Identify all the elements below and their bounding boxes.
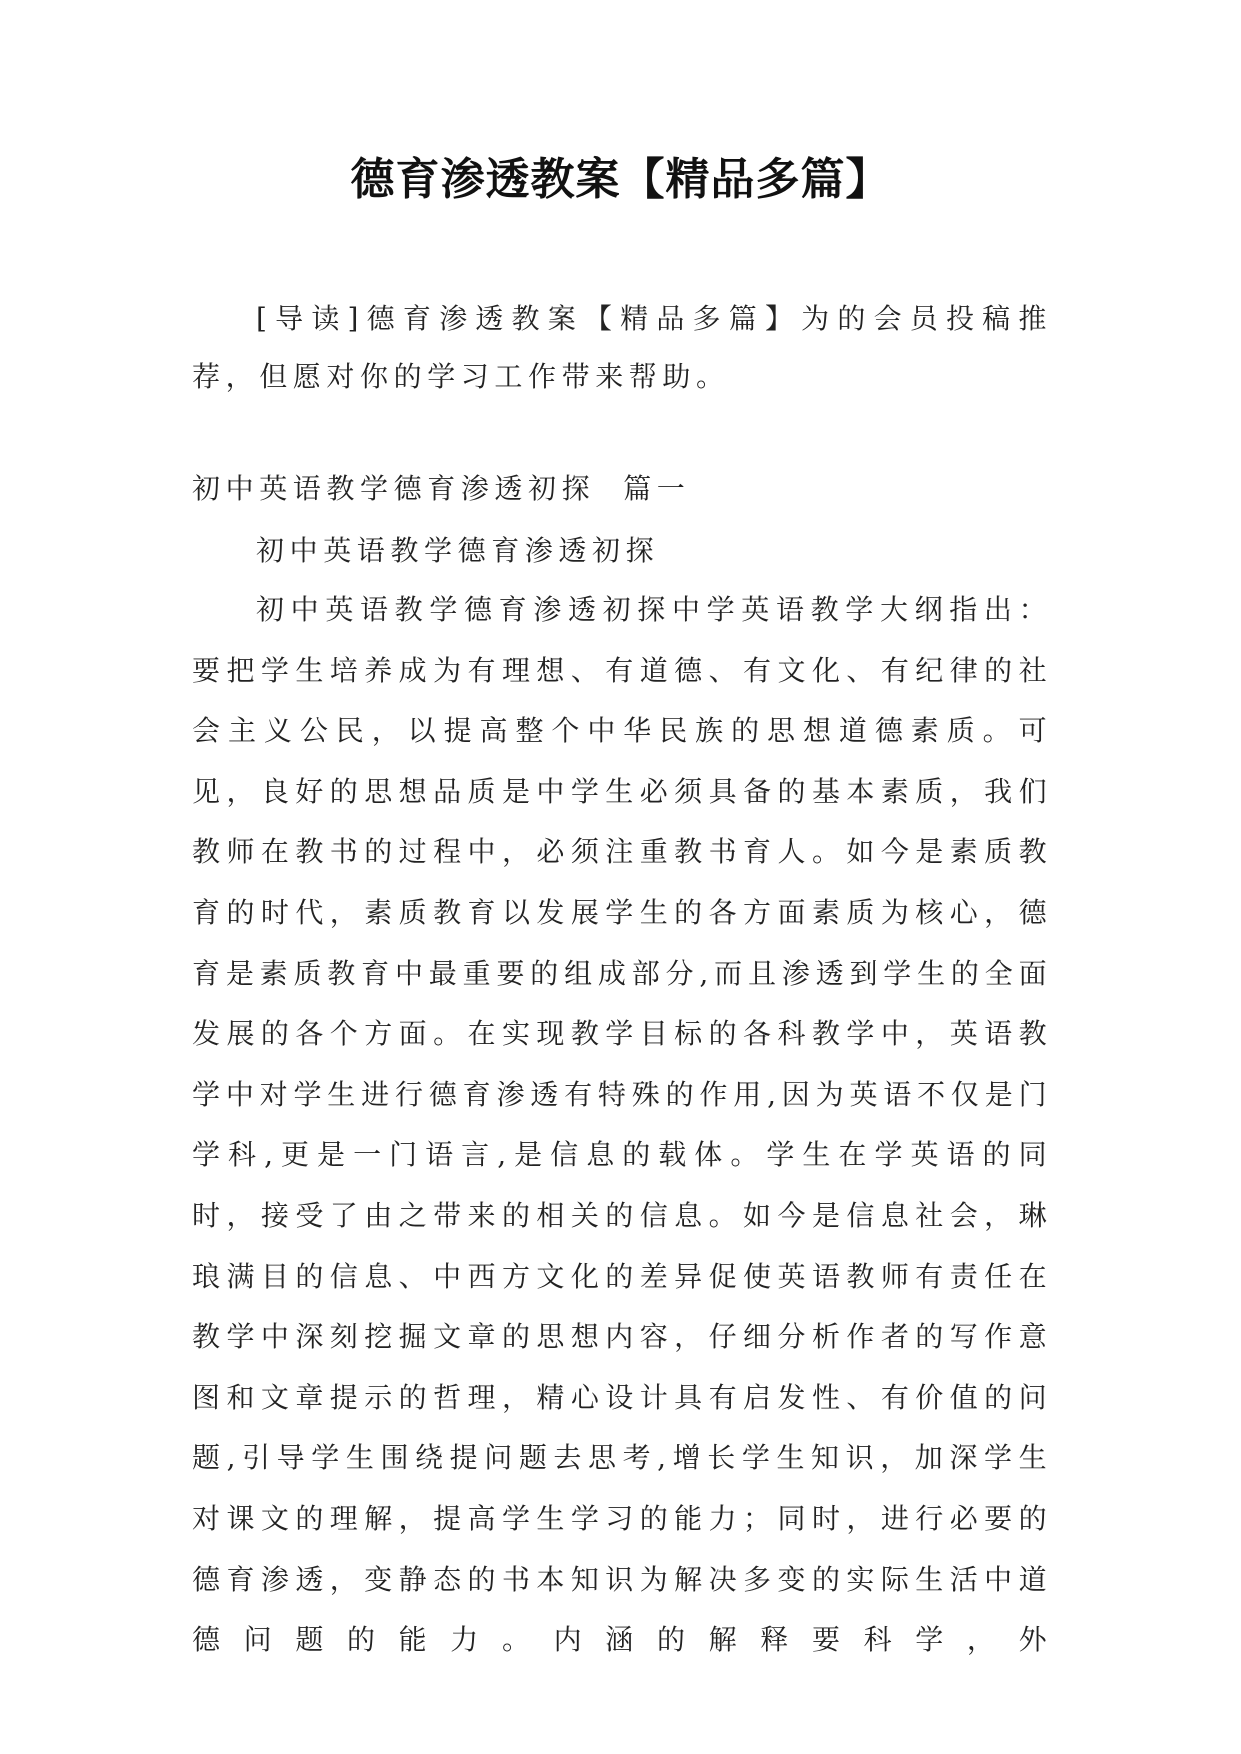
section-heading-label: 初中英语教学德育渗透初探: [192, 472, 596, 505]
document-title: 德育渗透教案【精品多篇】: [350, 154, 891, 205]
body-paragraph: 初中英语教学德育渗透初探中学英语教学大纲指出：要把学生培养成为有理想、有道德、有文化、有纪律的社会主义公民，以提高整个中华民族的思想道德素质。可见，良好的思想品质是中学生必须具备的基本素质，我们教师在教书的过程中，必须注重教书育人。如今是素质教育的时代，素质教育以发展学生的各方面素质为核心，德育是素质教育中最重要的组成部分,而且渗透到学生的全面发展的各个方面。在实现教学目标的各科教学中，英语教学中对学生进行德育渗透有特殊的作用,因为英语不仅是门学科,更是一门语言,是信息的载体。学生在学英语的同时，接受了由之带来的相关的信息。如今是信息社会，琳琅满目的信息、中西方文化的差异促使英语教师有责任在教学中深刻挖掘文章的思想内容，仔细分析作者的写作意图和文章提示的哲理，精心设计具有启发性、有价值的问题,引导学生围绕提问题去思考,增长学生知识，加深学生对课文的理解，提高学生学习的能力；同时，进行必要的德育渗透，变静态的书本知识为解决多变的实际生活中道德问题的能力。内涵的解释要科学，外: [192, 593, 1052, 1657]
section-subheading: 初中英语教学德育渗透初探: [256, 534, 660, 567]
section-heading-number: 篇一: [623, 472, 691, 505]
section-heading: [192, 460, 1052, 518]
intro-paragraph: [导读]德育渗透教案【精品多篇】为的会员投稿推荐，但愿对你的学习工作带来帮助。: [192, 302, 1052, 393]
